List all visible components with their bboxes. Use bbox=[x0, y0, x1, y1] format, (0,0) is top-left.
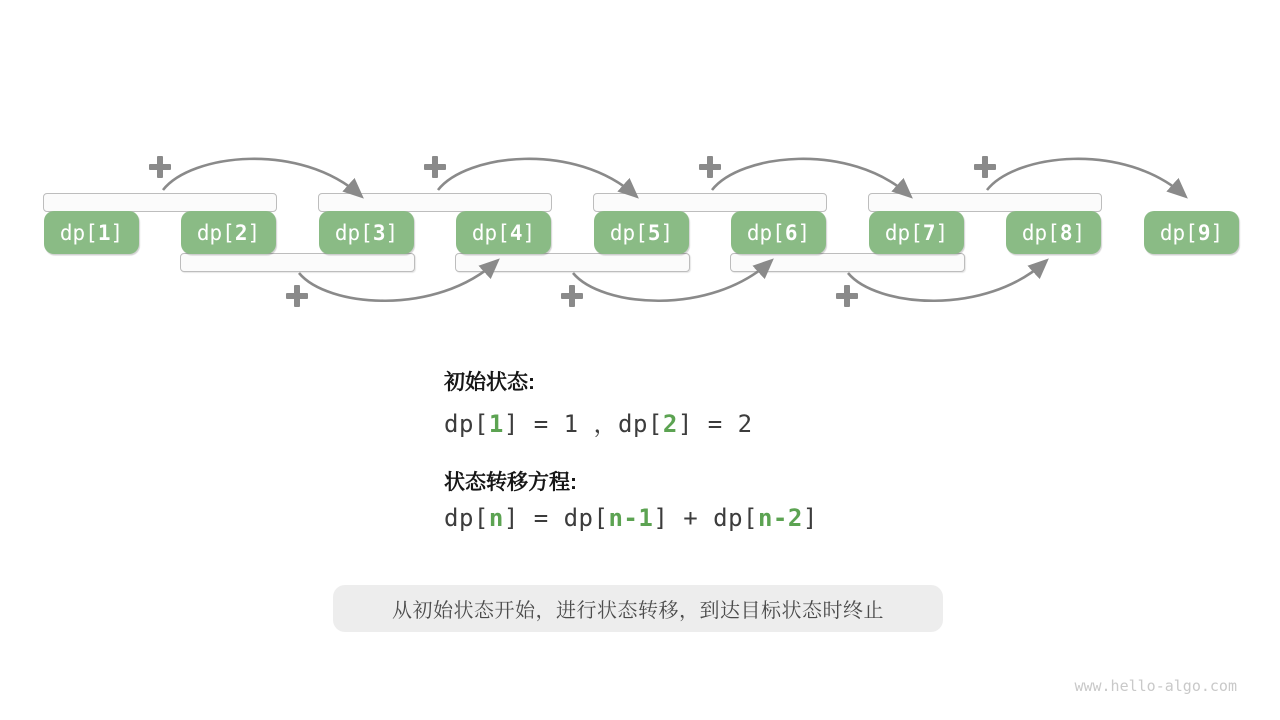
transition-equation-heading: 状态转移方程: bbox=[444, 471, 577, 494]
plus-icon bbox=[424, 156, 446, 178]
arrow-top-to-dp3 bbox=[163, 159, 361, 196]
arrow-top-to-dp7 bbox=[712, 159, 910, 196]
dp-box-5: dp[ 5 ] bbox=[594, 211, 689, 254]
bottom-bracket-group-2-3 bbox=[180, 253, 415, 272]
bottom-bracket-group-6-7 bbox=[730, 253, 965, 272]
note-pill bbox=[333, 585, 943, 632]
initial-state-equation: dp[1] = 1 ，dp[2] = 2 bbox=[444, 410, 753, 438]
arrow-top-to-dp5 bbox=[438, 159, 636, 196]
transition-equation: dp[n] = dp[n-1] + dp[n-2] bbox=[444, 504, 818, 532]
dp-box-4: dp[ 4 ] bbox=[456, 211, 551, 254]
plus-icon bbox=[286, 285, 308, 307]
dp-box-7: dp[ 7 ] bbox=[869, 211, 964, 254]
note-text: 从初始状态开始，进行状态转移，到达目标状态时终止 bbox=[392, 600, 884, 622]
dp-box-8: dp[ 8 ] bbox=[1006, 211, 1101, 254]
top-bracket-group-1-2 bbox=[43, 193, 277, 212]
plus-icon bbox=[836, 285, 858, 307]
dp-box-9: dp[ 9 ] bbox=[1144, 211, 1239, 254]
top-bracket-group-7-8 bbox=[868, 193, 1102, 212]
plus-icon bbox=[699, 156, 721, 178]
dp-box-1: dp[ 1 ] bbox=[44, 211, 139, 254]
watermark: www.hello-algo.com bbox=[1074, 677, 1237, 695]
top-bracket-group-5-6 bbox=[593, 193, 827, 212]
plus-icon bbox=[974, 156, 996, 178]
initial-state-heading: 初始状态: bbox=[444, 371, 535, 394]
plus-icon bbox=[149, 156, 171, 178]
bottom-bracket-group-4-5 bbox=[455, 253, 690, 272]
dp-box-6: dp[ 6 ] bbox=[731, 211, 826, 254]
dp-box-3: dp[ 3 ] bbox=[319, 211, 414, 254]
dp-box-2: dp[ 2 ] bbox=[181, 211, 276, 254]
arrow-top-to-dp9 bbox=[987, 159, 1185, 196]
plus-icon bbox=[561, 285, 583, 307]
top-bracket-group-3-4 bbox=[318, 193, 552, 212]
